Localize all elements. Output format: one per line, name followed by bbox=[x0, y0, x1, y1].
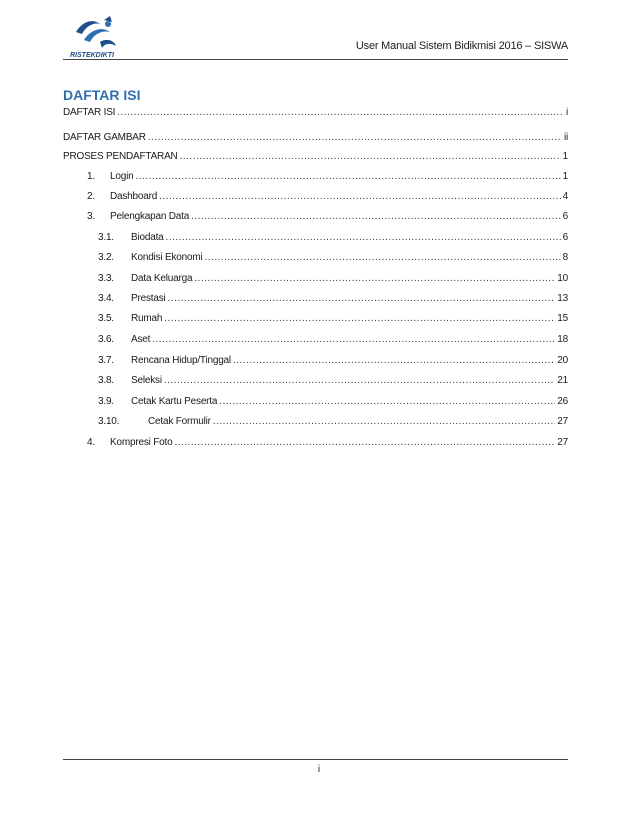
toc-entry-title: Prestasi bbox=[131, 293, 166, 304]
toc-entry-page: 27 bbox=[557, 437, 568, 448]
toc-dot-leader bbox=[204, 252, 560, 264]
toc-entry-number: 3.10. bbox=[98, 416, 120, 427]
toc-entry-number: 3.2. bbox=[98, 252, 114, 263]
toc-entry-title: PROSES PENDAFTARAN bbox=[63, 151, 178, 162]
toc-entry-title: Rencana Hidup/Tinggal bbox=[131, 355, 231, 366]
toc-entry[interactable] bbox=[98, 291, 568, 305]
toc-dot-leader bbox=[164, 375, 555, 387]
toc-entry[interactable] bbox=[98, 271, 568, 285]
toc-entry-number: 3.4. bbox=[98, 293, 114, 304]
toc-entry-page: 4 bbox=[562, 191, 568, 202]
toc-entry-page: 26 bbox=[557, 396, 568, 407]
toc-entry[interactable] bbox=[98, 250, 568, 264]
toc-dot-leader bbox=[194, 273, 555, 285]
toc-entry-number: 2. bbox=[87, 191, 95, 202]
toc-entry-page: 20 bbox=[557, 355, 568, 366]
toc-entry-title: Seleksi bbox=[131, 375, 162, 386]
toc-entry[interactable] bbox=[87, 189, 568, 203]
toc-dot-leader bbox=[166, 232, 561, 244]
ristekdikti-logo bbox=[70, 12, 122, 64]
toc-entry[interactable] bbox=[87, 435, 568, 449]
toc-entry[interactable] bbox=[98, 311, 568, 325]
toc-entry[interactable] bbox=[63, 149, 568, 163]
toc-entry[interactable] bbox=[98, 353, 568, 367]
toc-entry-title: Rumah bbox=[131, 313, 163, 324]
page-number: i bbox=[317, 764, 321, 775]
toc-entry[interactable] bbox=[87, 209, 568, 223]
toc-entry-page: 6 bbox=[562, 211, 568, 222]
toc-heading: DAFTAR ISI bbox=[63, 87, 141, 103]
toc-entry-number: 4. bbox=[87, 437, 95, 448]
toc-dot-leader bbox=[174, 437, 555, 449]
toc-entry-page: 1 bbox=[562, 151, 568, 162]
toc-entry-page: 21 bbox=[557, 375, 568, 386]
toc-entry-page: 6 bbox=[562, 232, 568, 243]
toc-entry-title: Kompresi Foto bbox=[110, 437, 173, 448]
toc-entry-number: 3.3. bbox=[98, 273, 114, 284]
toc-entry-page: 8 bbox=[562, 252, 568, 263]
toc-entry-number: 3.5. bbox=[98, 313, 114, 324]
toc-entry-title: Kondisi Ekonomi bbox=[131, 252, 203, 263]
toc-dot-leader bbox=[233, 355, 555, 367]
toc-dot-leader bbox=[164, 313, 555, 325]
toc-entry-title: DAFTAR GAMBAR bbox=[63, 132, 146, 143]
toc-entry-number: 1. bbox=[87, 171, 95, 182]
toc-dot-leader bbox=[159, 191, 561, 203]
toc-entry-page: 10 bbox=[557, 273, 568, 284]
toc-dot-leader bbox=[117, 107, 564, 119]
toc-dot-leader bbox=[152, 334, 555, 346]
toc-entry-title: Login bbox=[110, 171, 134, 182]
toc-entry-number: 3.1. bbox=[98, 232, 114, 243]
toc-dot-leader bbox=[135, 171, 560, 183]
document-title: User Manual Sistem Bidikmisi 2016 – SISWA bbox=[355, 40, 568, 52]
toc-entry-page: 15 bbox=[557, 313, 568, 324]
toc-entry-number: 3.8. bbox=[98, 375, 114, 386]
toc-dot-leader bbox=[191, 211, 561, 223]
toc-entry[interactable] bbox=[98, 332, 568, 346]
logo-text: RISTEKDIKTI bbox=[70, 52, 114, 59]
toc-dot-leader bbox=[180, 151, 561, 163]
toc-entry[interactable] bbox=[63, 130, 568, 144]
toc-entry-number: 3.9. bbox=[98, 396, 114, 407]
toc-entry-title: Data Keluarga bbox=[131, 273, 193, 284]
toc-entry[interactable] bbox=[98, 230, 568, 244]
toc-entry-title: Pelengkapan Data bbox=[110, 211, 190, 222]
toc-dot-leader bbox=[168, 293, 556, 305]
toc-entry-number: 3.7. bbox=[98, 355, 114, 366]
toc-entry-page: 1 bbox=[562, 171, 568, 182]
toc-dot-leader bbox=[148, 132, 562, 144]
toc-entry-page: i bbox=[565, 107, 568, 118]
toc-entry-page: ii bbox=[563, 132, 568, 143]
toc-entry-number: 3. bbox=[87, 211, 95, 222]
toc-entry[interactable] bbox=[98, 414, 568, 428]
toc-entry-title: Cetak Formulir bbox=[148, 416, 211, 427]
toc-entry-title: Cetak Kartu Peserta bbox=[131, 396, 218, 407]
header-divider bbox=[63, 59, 568, 60]
toc-entry-title: Biodata bbox=[131, 232, 164, 243]
footer-divider bbox=[63, 759, 568, 760]
toc-entry-number: 3.6. bbox=[98, 334, 114, 345]
toc-entry[interactable] bbox=[98, 394, 568, 408]
toc-entry-title: Aset bbox=[131, 334, 151, 345]
toc-entry-page: 18 bbox=[557, 334, 568, 345]
toc-entry[interactable] bbox=[98, 373, 568, 387]
toc-entry-page: 13 bbox=[557, 293, 568, 304]
toc-entry-page: 27 bbox=[557, 416, 568, 427]
toc-entry[interactable] bbox=[63, 105, 568, 119]
toc-entry[interactable] bbox=[87, 169, 568, 183]
toc-entry-title: Dashboard bbox=[110, 191, 158, 202]
toc-entry-title: DAFTAR ISI bbox=[63, 107, 116, 118]
toc-dot-leader bbox=[213, 416, 555, 428]
toc-dot-leader bbox=[219, 396, 555, 408]
